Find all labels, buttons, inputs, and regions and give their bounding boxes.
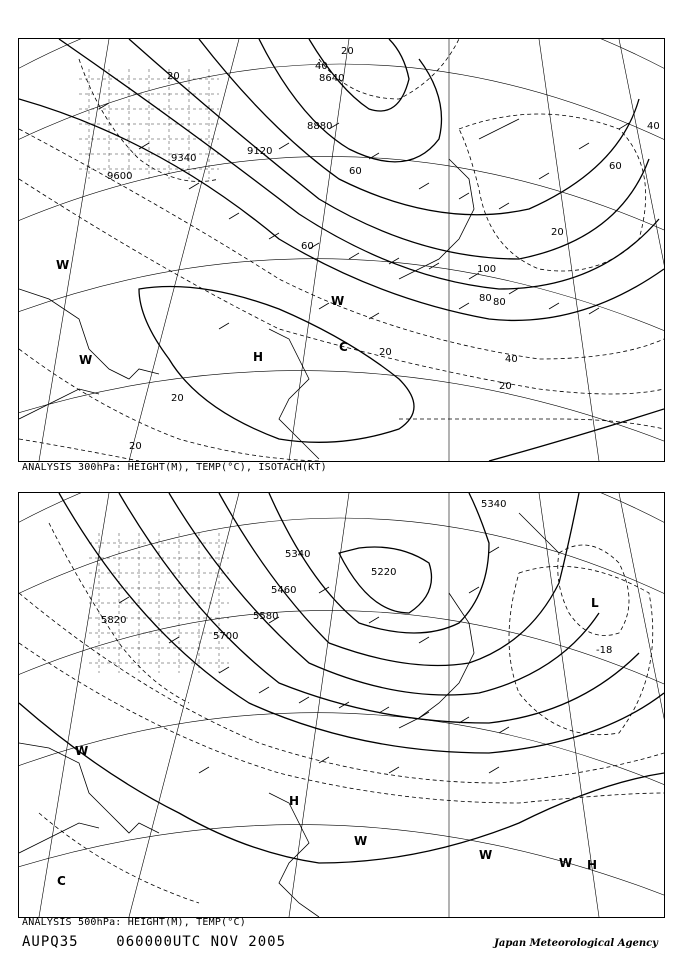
hatched-area <box>79 69 219 179</box>
isotach-label: 60 <box>349 166 362 177</box>
valid-time: 060000UTC NOV 2005 <box>116 934 287 950</box>
height-label: 5580 <box>253 611 279 622</box>
warm-center-label: W <box>75 744 89 758</box>
isotach-label: 20 <box>499 381 512 392</box>
height-label: 8640 <box>319 73 345 84</box>
map-300hpa-canvas <box>19 39 664 461</box>
chart-code: AUPQ35 <box>22 934 79 950</box>
coastline <box>19 513 559 917</box>
high-center-label: H <box>289 794 300 808</box>
warm-center-label: W <box>559 856 573 870</box>
graticule <box>19 39 664 461</box>
wind-barbs <box>99 103 629 329</box>
isotach-label: 20 <box>129 441 142 452</box>
chart-id <box>22 934 286 950</box>
isotach-label: 20 <box>171 393 184 404</box>
caption-500hpa: ANALYSIS 500hPa: HEIGHT(M), TEMP(°C) <box>22 917 246 928</box>
isotach-label: 40 <box>315 61 328 72</box>
isotach-label: 20 <box>551 227 564 238</box>
warm-center-label: W <box>79 353 93 367</box>
warm-center-label: W <box>354 834 368 848</box>
high-center-label: H <box>587 858 598 872</box>
temp-label-group <box>596 645 612 656</box>
height-label: 9120 <box>247 146 273 157</box>
center-label-group <box>56 258 348 367</box>
height-label: 5340 <box>481 499 507 510</box>
caption-300hpa: ANALYSIS 300hPa: HEIGHT(M), TEMP(°C), ISOTACH(KT) <box>22 462 327 473</box>
isotach-label: 20 <box>167 71 180 82</box>
isotach-label: 20 <box>379 347 392 358</box>
height-label: 5820 <box>101 615 127 626</box>
warm-center-label: W <box>56 258 70 272</box>
isotach-label: 100 <box>477 264 497 275</box>
height-label: 5460 <box>271 585 297 596</box>
warm-center-label: W <box>479 848 493 862</box>
isotach-label: 60 <box>609 161 622 172</box>
height-label: 8880 <box>307 121 333 132</box>
height-label: 9600 <box>107 171 133 182</box>
map-500hpa <box>18 492 665 918</box>
low-center-label: L <box>591 596 599 610</box>
height-label: 9340 <box>171 153 197 164</box>
hatched-area <box>89 533 229 673</box>
high-center-label: H <box>253 350 264 364</box>
isotach-label: 60 <box>301 241 314 252</box>
isotach-label: 40 <box>647 121 660 132</box>
warm-center-label: W <box>331 294 345 308</box>
isotach-label: 80 <box>479 293 492 304</box>
isotach-label: 80 <box>493 297 506 308</box>
cold-center-label: C <box>57 874 66 888</box>
isotach-label: 40 <box>505 354 518 365</box>
height-label: 5340 <box>285 549 311 560</box>
map-300hpa <box>18 38 665 462</box>
height-label-group <box>101 499 506 642</box>
isotach-label: 20 <box>341 46 354 57</box>
agency-name: Japan Meteorological Agency <box>494 938 658 949</box>
temp-label: -18 <box>596 645 613 656</box>
height-contours <box>19 39 664 461</box>
height-label: 5220 <box>371 567 397 578</box>
isotach-contours <box>19 39 664 461</box>
cold-center-label: C <box>339 340 348 354</box>
map-500hpa-canvas <box>19 493 664 917</box>
height-label: 5700 <box>213 631 239 642</box>
